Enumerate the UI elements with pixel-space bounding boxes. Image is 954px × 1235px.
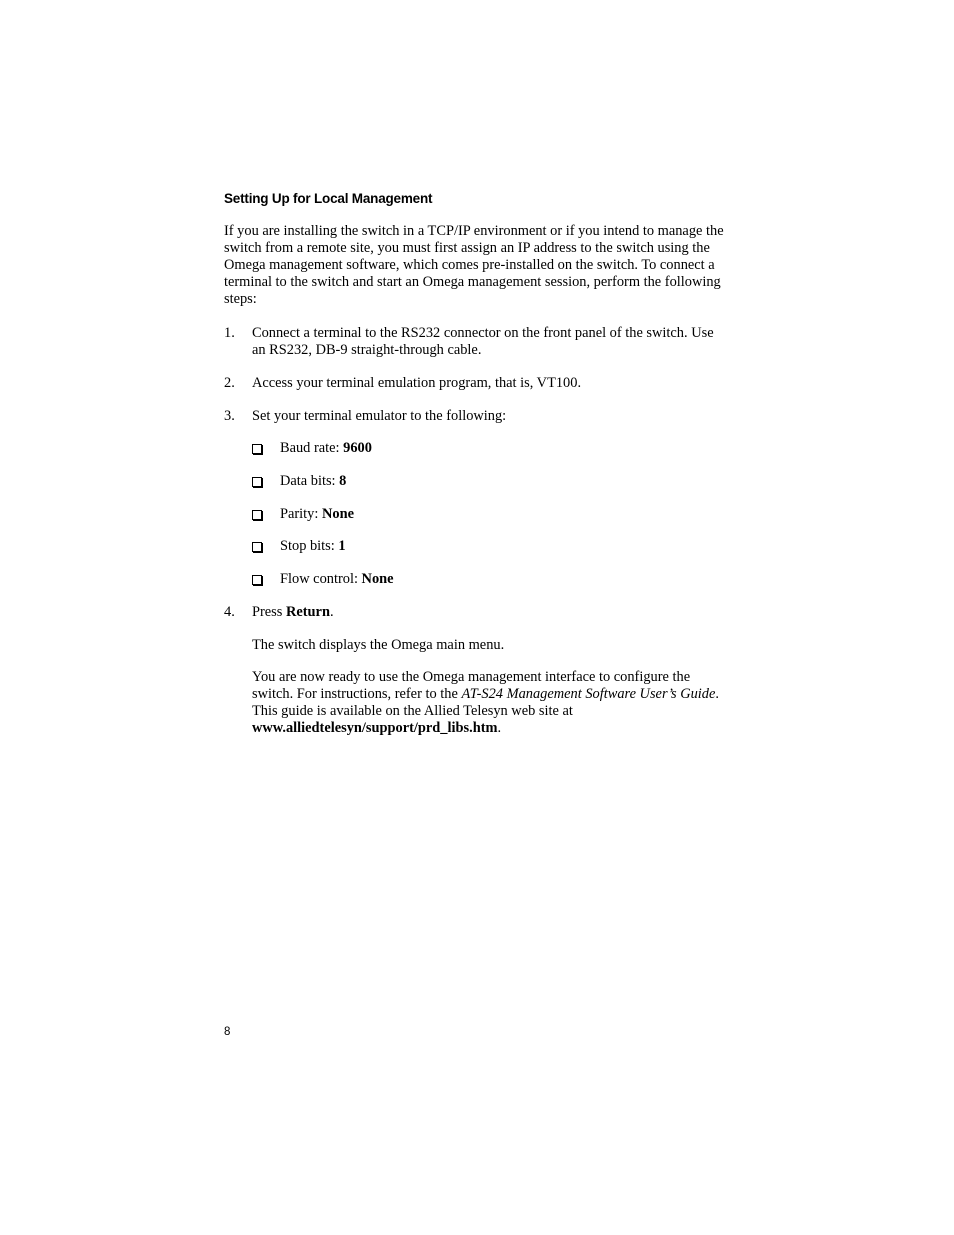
setting-value: None	[321, 506, 354, 522]
step-number: 1.	[224, 325, 235, 341]
page-number: 8	[224, 1026, 231, 1038]
setting-label: Data bits:	[280, 473, 340, 489]
closing-text: . This guide is available on the Allied Telesyn web site at	[252, 686, 719, 719]
step-text-prefix: Press	[252, 604, 286, 620]
checkbox-bullet-icon	[252, 575, 262, 585]
closing-text: You are now ready to use the Omega management interface to configure the switch. For instructions, refer to the	[252, 669, 691, 702]
closing-text: .	[497, 720, 502, 736]
section-heading: Setting Up for Local Management	[224, 191, 433, 206]
step-text: Set your terminal emulator to the following:	[252, 408, 507, 424]
intro-paragraph: If you are installing the switch in a TCP/IP environment or if you intend to manage the switch from a remote site, you must first assign an IP address to the switch using the Omega management software, which comes pre-installed on the switch. To connect a terminal to the switch and start an Omega management session, perform the following steps:	[224, 223, 724, 307]
checkbox-bullet-icon	[252, 477, 262, 487]
setting-label: Flow control:	[280, 571, 362, 587]
step-number: 3.	[224, 408, 235, 424]
setting-value: None	[361, 571, 394, 587]
setting-label: Parity:	[280, 506, 322, 522]
setting-value: 1	[338, 538, 346, 554]
step-number: 2.	[224, 375, 235, 391]
step-text: Connect a terminal to the RS232 connector on the front panel of the switch. Use an RS232, DB-9 straight-through cable.	[252, 325, 714, 358]
setting-value: 9600	[343, 440, 372, 456]
checkbox-bullet-icon	[252, 444, 262, 454]
result-paragraph: The switch displays the Omega main menu.	[252, 637, 505, 653]
setting-value: 8	[339, 473, 347, 489]
closing-paragraph	[252, 669, 732, 737]
checkbox-bullet-icon	[252, 542, 262, 552]
step-number: 4.	[224, 604, 235, 620]
website-url: www.alliedtelesyn/support/prd_libs.htm	[252, 720, 498, 736]
step-text-suffix: .	[329, 604, 334, 620]
checkbox-bullet-icon	[252, 510, 262, 520]
return-key-label: Return	[285, 604, 330, 620]
step-text: Access your terminal emulation program, that is, VT100.	[252, 375, 582, 391]
guide-title: AT-S24 Management Software User’s Guide	[461, 686, 716, 702]
setting-label: Stop bits:	[280, 538, 339, 554]
setting-label: Baud rate:	[280, 440, 344, 456]
